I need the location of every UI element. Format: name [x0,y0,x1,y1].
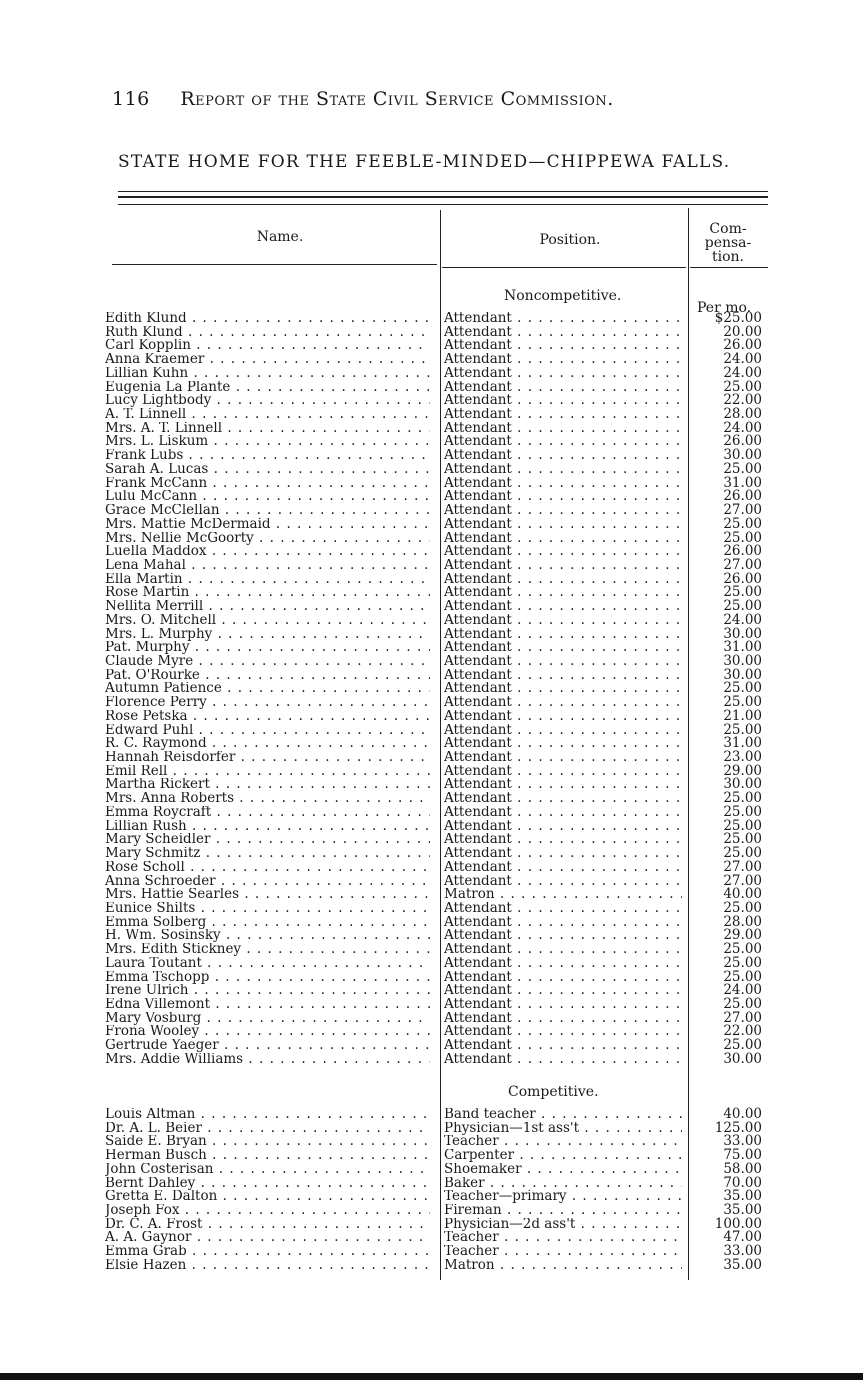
employee-position: Attendant . . . [444,957,682,971]
employee-position: Physician—1st ass't . . . [444,1122,682,1136]
employee-compensation: 27.00 [723,556,762,573]
employee-compensation: 22.00 [723,1023,762,1040]
employee-name: Mrs. L. Murphy . . . [105,628,430,642]
employee-compensation: 25.00 [723,378,762,395]
table-row [0,1256,863,1273]
employee-position: Attendant . . . [444,724,682,738]
employee-name: Edward Puhl . . . [105,724,430,738]
employee-compensation: 25.00 [723,803,762,820]
employee-position: Attendant . . . [444,545,682,559]
employee-position: Attendant . . . [444,614,682,628]
employee-position: Attendant . . . [444,449,682,463]
employee-compensation: 28.00 [723,913,762,930]
employee-name: Rose Scholl . . . [105,861,430,875]
employee-compensation: 27.00 [723,502,762,519]
employee-position: Attendant . . . [444,641,682,655]
employee-position: Attendant . . . [444,971,682,985]
employee-position: Band teacher . . . [444,1108,682,1122]
employee-position: Attendant . . . [444,559,682,573]
employee-name: Florence Perry . . . [105,696,430,710]
employee-position: Shoemaker . . . [444,1163,682,1177]
employee-compensation: 27.00 [723,858,762,875]
employee-name: Dr. A. L. Beier . . . [105,1122,430,1136]
scan-edge-bar [0,1373,863,1380]
employee-position: Attendant . . . [444,477,682,491]
employee-compensation: 25.00 [723,996,762,1012]
employee-position: Attendant . . . [444,504,682,518]
employee-compensation: 35.00 [723,1202,762,1219]
employee-name: A. A. Gaynor . . . [105,1231,430,1245]
employee-compensation: 26.00 [723,543,762,560]
employee-name: Claude Myre . . . [105,655,430,669]
employee-compensation: 24.00 [723,611,762,628]
header-rule [118,204,768,205]
employee-compensation: 125.00 [714,1119,762,1136]
employee-position: Attendant . . . [444,861,682,875]
employee-name: Lena Mahal . . . [105,559,430,573]
employee-position: Attendant . . . [444,353,682,367]
employee-position: Attendant . . . [444,929,682,943]
employee-compensation: 70.00 [723,1174,762,1191]
employee-position: Attendant . . . [444,518,682,532]
page-running-title: Report of the State Civil Service Commission. [180,88,614,110]
double-rule-bottom [118,196,768,198]
employee-position: Attendant . . . [444,737,682,751]
employee-compensation: 30.00 [723,625,762,642]
employee-name: Rose Martin . . . [105,586,430,600]
employee-name: Frank McCann . . . [105,477,430,491]
employee-compensation: 25.00 [723,941,762,958]
employee-name: Lillian Kuhn . . . [105,367,430,381]
employee-compensation: 40.00 [723,886,762,903]
employee-compensation: 31.00 [723,639,762,656]
table-row [0,1050,863,1067]
employee-position: Baker . . . [444,1177,682,1191]
employee-position: Matron . . . [444,1259,682,1273]
employee-position: Teacher—primary . . . [444,1190,682,1204]
employee-compensation: 30.00 [723,1050,762,1067]
employee-compensation: 25.00 [723,680,762,697]
employee-name: Anna Schroeder . . . [105,875,430,889]
employee-name: Autumn Patience . . . [105,682,430,696]
employee-position: Matron . . . [444,888,682,902]
employee-name: Mrs. L. Liskum . . . [105,435,430,449]
employee-position: Attendant . . . [444,532,682,546]
employee-name: Anna Kraemer . . . [105,353,430,367]
employee-compensation: 25.00 [723,515,762,532]
employee-position: Teacher . . . [444,1231,682,1245]
employee-compensation: 31.00 [723,474,762,491]
employee-name: Mrs. Hattie Searles . . . [105,888,430,902]
employee-name: Laura Toutant . . . [105,957,430,971]
employee-name: Bernt Dahley . . . [105,1177,430,1191]
employee-compensation: 35.00 [723,1256,762,1273]
employee-position: Attendant . . . [444,943,682,957]
employee-position: Teacher . . . [444,1135,682,1149]
employee-position: Physician—2d ass't . . . [444,1218,682,1232]
employee-compensation: 29.00 [723,927,762,944]
employee-name: Mrs. A. T. Linnell . . . [105,422,430,436]
employee-name: Emma Grab . . . [105,1245,430,1259]
employee-position: Attendant . . . [444,381,682,395]
column-header-name: Name. [256,229,304,245]
employee-name: R. C. Raymond . . . [105,737,430,751]
employee-compensation: 25.00 [723,1037,762,1054]
employee-name: Sarah A. Lucas . . . [105,463,430,477]
employee-compensation: 29.00 [723,762,762,779]
employee-name: Martha Rickert . . . [105,778,430,792]
employee-compensation: 28.00 [723,406,762,423]
employee-compensation: 100.00 [714,1215,762,1232]
page-header [112,88,614,110]
employee-name: Edith Klund . . . [105,312,430,326]
employee-compensation: 25.00 [723,584,762,601]
employee-name: Louis Altman . . . [105,1108,430,1122]
section-label-noncompetitive: Noncompetitive. [504,288,622,304]
employee-compensation: 25.00 [723,529,762,546]
employee-position: Attendant . . . [444,696,682,710]
employee-position: Attendant . . . [444,408,682,422]
employee-compensation: 25.00 [723,831,762,848]
employee-position: Attendant . . . [444,902,682,916]
section-label-competitive: Competitive. [508,1084,599,1100]
employee-compensation: 24.00 [723,982,762,999]
employee-name: Ella Martin . . . [105,573,430,587]
employee-name: Nellita Merrill . . . [105,600,430,614]
compensation-header-line-3: tion. [712,249,744,265]
employee-position: Attendant . . . [444,669,682,683]
page-number: 116 [112,88,150,110]
employee-compensation: 25.00 [723,899,762,916]
pay-unit-label: Per mo. [697,300,752,316]
employee-compensation: 26.00 [723,488,762,505]
employee-name: Eugenia La Plante . . . [105,381,430,395]
employee-name: Gertrude Yaeger . . . [105,1039,430,1053]
employee-name: John Costerisan . . . [105,1163,430,1177]
compensation-header-line-1: Com- [709,221,747,237]
table-title: STATE HOME FOR THE FEEBLE-MINDED—CHIPPEWA FALLS. [118,152,731,172]
employee-name: Grace McClellan . . . [105,504,430,518]
employee-position: Attendant . . . [444,998,682,1012]
employee-compensation: 20.00 [723,323,762,340]
double-rule-top [118,191,768,192]
position-header-rule [442,267,686,268]
employee-compensation: 25.00 [723,968,762,985]
employee-name: Mary Schmitz . . . [105,847,430,861]
employee-compensation: 24.00 [723,419,762,436]
compensation-header-line-2: pensa- [704,235,752,251]
employee-position: Attendant . . . [444,847,682,861]
employee-name: Lucy Lightbody . . . [105,394,430,408]
employee-name: Frank Lubs . . . [105,449,430,463]
employee-name: Emma Solberg . . . [105,916,430,930]
employee-name: Hannah Reisdorfer . . . [105,751,430,765]
column-header-compensation [696,222,760,264]
employee-position: Teacher . . . [444,1245,682,1259]
employee-position: Attendant . . . [444,573,682,587]
employee-compensation: 30.00 [723,776,762,793]
employee-position: Attendant . . . [444,435,682,449]
employee-compensation: 22.00 [723,392,762,409]
employee-position: Attendant . . . [444,490,682,504]
employee-name: Mrs. Nellie McGoorty . . . [105,532,430,546]
employee-position: Attendant . . . [444,1053,682,1067]
employee-name: Rose Petska . . . [105,710,430,724]
employee-position: Attendant . . . [444,820,682,834]
employee-name: Lillian Rush . . . [105,820,430,834]
employee-compensation: 25.00 [723,790,762,807]
employee-position: Fireman . . . [444,1204,682,1218]
employee-position: Attendant . . . [444,1025,682,1039]
employee-compensation: 25.00 [723,721,762,738]
employee-name: Frona Wooley . . . [105,1025,430,1039]
employee-compensation: 26.00 [723,570,762,587]
employee-name: Lulu McCann . . . [105,490,430,504]
employee-position: Attendant . . . [444,1039,682,1053]
employee-position: Attendant . . . [444,600,682,614]
employee-position: Attendant . . . [444,339,682,353]
employee-name: Gretta E. Dalton . . . [105,1190,430,1204]
employee-position: Attendant . . . [444,586,682,600]
employee-position: Attendant . . . [444,312,682,326]
column-header-position: Position. [539,232,601,248]
employee-name: Edna Villemont . . . [105,998,430,1012]
employee-name: Luella Maddox . . . [105,545,430,559]
employee-compensation: 58.00 [723,1160,762,1177]
employee-position: Attendant . . . [444,394,682,408]
employee-name: Mrs. Anna Roberts . . . [105,792,430,806]
employee-position: Attendant . . . [444,751,682,765]
employee-compensation: 27.00 [723,872,762,889]
employee-compensation: 30.00 [723,653,762,669]
employee-name: Mrs. Addie Williams . . . [105,1053,430,1067]
employee-compensation: 75.00 [723,1147,762,1164]
employee-compensation: 25.00 [723,694,762,711]
employee-compensation: 26.00 [723,433,762,450]
employee-position: Attendant . . . [444,916,682,930]
employee-compensation: 47.00 [723,1229,762,1246]
employee-name: Dr. C. A. Frost . . . [105,1218,430,1232]
employee-name: Emma Roycraft . . . [105,806,430,820]
employee-position: Attendant . . . [444,326,682,340]
name-header-rule [112,264,437,265]
employee-name: Ruth Klund . . . [105,326,430,340]
employee-name: Elsie Hazen . . . [105,1259,430,1273]
employee-name: Irene Ulrich . . . [105,984,430,998]
employee-compensation: 33.00 [723,1243,762,1260]
employee-name: Mary Scheidler . . . [105,833,430,847]
employee-position: Attendant . . . [444,792,682,806]
employee-name: Emma Tschopp . . . [105,971,430,985]
employee-compensation: 35.00 [723,1188,762,1205]
employee-position: Attendant . . . [444,710,682,724]
employee-compensation: 25.00 [723,460,762,477]
employee-position: Attendant . . . [444,367,682,381]
employee-name: Mary Vosburg . . . [105,1012,430,1026]
employee-compensation: 23.00 [723,749,762,766]
employee-compensation: 25.00 [723,845,762,862]
employee-name: Mrs. O. Mitchell . . . [105,614,430,628]
employee-compensation: 24.00 [723,364,762,381]
employee-name: Emil Rell . . . [105,765,430,779]
employee-position: Attendant . . . [444,463,682,477]
employee-name: Mrs. Edith Stickney . . . [105,943,430,957]
employee-compensation: 24.00 [723,351,762,368]
employee-compensation: 25.00 [723,817,762,834]
employee-name: Carl Kopplin . . . [105,339,430,353]
employee-position: Attendant . . . [444,628,682,642]
employee-compensation: $25.00 [714,310,762,326]
employee-compensation: 40.00 [723,1106,762,1122]
employee-compensation: 33.00 [723,1133,762,1150]
employee-position: Attendant . . . [444,778,682,792]
employee-name: H. Wm. Sosinsky . . . [105,929,430,943]
employee-position: Attendant . . . [444,682,682,696]
employee-name: Mrs. Mattie McDermaid . . . [105,518,430,532]
employee-position: Attendant . . . [444,765,682,779]
employee-name: Eunice Shilts . . . [105,902,430,916]
employee-position: Attendant . . . [444,655,682,669]
compensation-header-rule [690,267,768,268]
employee-name: Pat. O'Rourke . . . [105,669,430,683]
employee-name: Pat. Murphy . . . [105,641,430,655]
employee-compensation: 30.00 [723,666,762,683]
employee-compensation: 27.00 [723,1009,762,1026]
employee-compensation: 25.00 [723,954,762,971]
employee-compensation: 30.00 [723,447,762,464]
employee-name: Saide E. Bryan . . . [105,1135,430,1149]
employee-position: Attendant . . . [444,984,682,998]
employee-position: Carpenter . . . [444,1149,682,1163]
employee-compensation: 26.00 [723,337,762,354]
employee-compensation: 31.00 [723,735,762,752]
employee-position: Attendant . . . [444,422,682,436]
employee-compensation: 25.00 [723,598,762,615]
employee-position: Attendant . . . [444,833,682,847]
employee-name: Joseph Fox . . . [105,1204,430,1218]
employee-name: Herman Busch . . . [105,1149,430,1163]
employee-name: A. T. Linnell . . . [105,408,430,422]
employee-position: Attendant . . . [444,875,682,889]
employee-position: Attendant . . . [444,1012,682,1026]
employee-position: Attendant . . . [444,806,682,820]
employee-compensation: 21.00 [723,707,762,724]
